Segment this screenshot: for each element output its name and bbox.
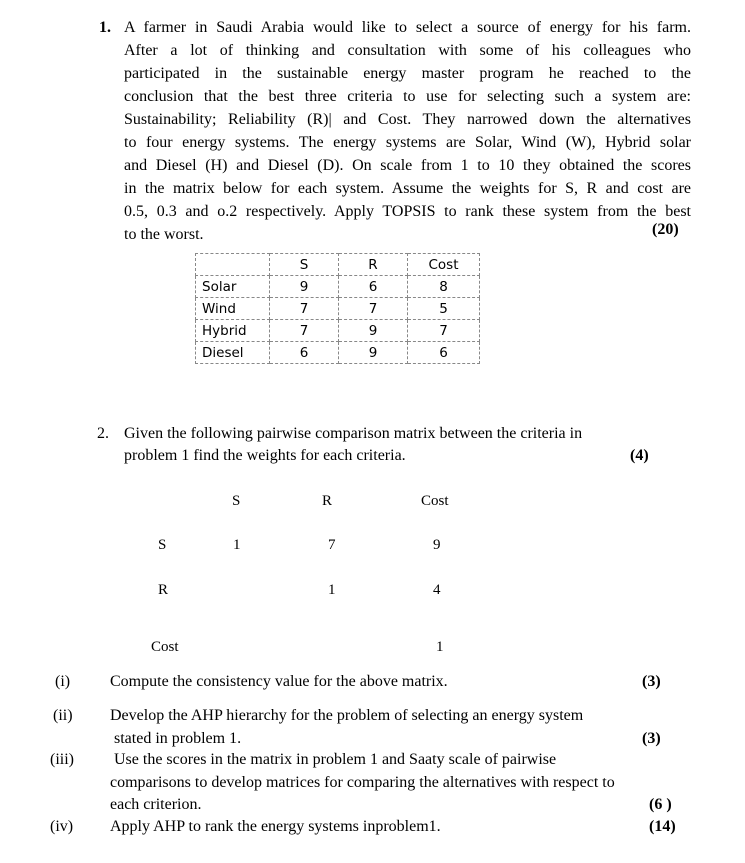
- table-row: [196, 276, 480, 298]
- table-cell: Wind: [196, 298, 270, 320]
- matrix-row-label: S: [158, 537, 167, 553]
- matrix-cell: 7: [328, 537, 336, 553]
- matrix-cell: 9: [433, 537, 441, 553]
- table-header-cell: R: [339, 254, 408, 276]
- table-cell: 6: [339, 276, 408, 298]
- table-row: [196, 342, 480, 364]
- q1-line: Sustainability; Reliability (R)| and Cost. They narrowed down the alternatives: [124, 111, 691, 128]
- table-cell: 9: [339, 320, 408, 342]
- item-text: each criterion.: [110, 796, 202, 813]
- table-header-cell: S: [270, 254, 339, 276]
- matrix-col-header: R: [322, 493, 333, 509]
- table-cell: Solar: [196, 276, 270, 298]
- q1-line: to the worst.: [124, 226, 204, 243]
- q1-line: conclusion that the best three criteria to use for selecting such a system are:: [124, 88, 691, 105]
- matrix-col-header: Cost: [421, 493, 449, 509]
- table-cell: 7: [339, 298, 408, 320]
- item-marks: (6 ): [649, 796, 672, 813]
- table-cell: 5: [408, 298, 480, 320]
- q2-line-1: Given the following pairwise comparison matrix between the criteria in: [124, 425, 583, 442]
- q1-line: After a lot of thinking and consultation with some of his colleagues who: [124, 42, 691, 59]
- item-label: (ii): [53, 707, 73, 724]
- table-row: [196, 320, 480, 342]
- item-text: comparisons to develop matrices for comparing the alternatives with respect to: [110, 774, 615, 791]
- q2-marks: (4): [630, 447, 649, 464]
- item-marks: (3): [642, 730, 661, 747]
- matrix-row-label: Cost: [151, 639, 179, 655]
- matrix-cell: 4: [433, 582, 441, 598]
- q1-line: A farmer in Saudi Arabia would like to select a source of energy for his farm.: [124, 19, 691, 36]
- item-label: (i): [55, 673, 71, 690]
- table-cell: 6: [408, 342, 480, 364]
- item-label: (iv): [50, 818, 74, 835]
- q1-line: in the matrix below for each system. Assume the weights for S, R and cost are: [124, 180, 691, 197]
- table-cell: 7: [270, 298, 339, 320]
- table-cell: Hybrid: [196, 320, 270, 342]
- table-cell: 6: [270, 342, 339, 364]
- table-cell: 7: [270, 320, 339, 342]
- q2-line-2: problem 1 find the weights for each criteria.: [124, 447, 406, 464]
- item-text: Develop the AHP hierarchy for the problem of selecting an energy system: [110, 707, 584, 724]
- q1-line: participated in the sustainable energy master program he reached to the: [124, 65, 691, 82]
- matrix-col-header: S: [232, 493, 241, 509]
- matrix-cell: 1: [233, 537, 241, 553]
- item-marks: (3): [642, 673, 661, 690]
- matrix-cell: 1: [328, 582, 336, 598]
- table-cell: Diesel: [196, 342, 270, 364]
- item-text: Apply AHP to rank the energy systems inproblem1.: [110, 818, 441, 835]
- table-header-cell: [196, 254, 270, 276]
- table-cell: 8: [408, 276, 480, 298]
- q1-marks: (20): [652, 221, 679, 238]
- table-row: [196, 298, 480, 320]
- q2-number: 2.: [97, 425, 109, 442]
- q1-line: to four energy systems. The energy systems are Solar, Wind (W), Hybrid solar: [124, 134, 691, 151]
- q1-line: 0.5, 0.3 and o.2 respectively. Apply TOPSIS to rank these system from the best: [124, 203, 691, 220]
- table-header-cell: Cost: [408, 254, 480, 276]
- table-cell: 7: [408, 320, 480, 342]
- table-header-row: [196, 254, 480, 276]
- matrix-cell: 1: [436, 639, 444, 655]
- item-text: stated in problem 1.: [110, 730, 242, 747]
- q1-line: and Diesel (H) and Diesel (D). On scale from 1 to 10 they obtained the scores: [124, 157, 691, 174]
- item-label: (iii): [50, 751, 74, 768]
- item-text: Use the scores in the matrix in problem 1 and Saaty scale of pairwise: [110, 751, 557, 768]
- q1-number: 1.: [99, 19, 111, 36]
- item-marks: (14): [649, 818, 676, 835]
- table-cell: 9: [339, 342, 408, 364]
- table-cell: 9: [270, 276, 339, 298]
- item-text: Compute the consistency value for the above matrix.: [110, 673, 448, 690]
- scores-table: [195, 253, 480, 364]
- matrix-row-label: R: [158, 582, 169, 598]
